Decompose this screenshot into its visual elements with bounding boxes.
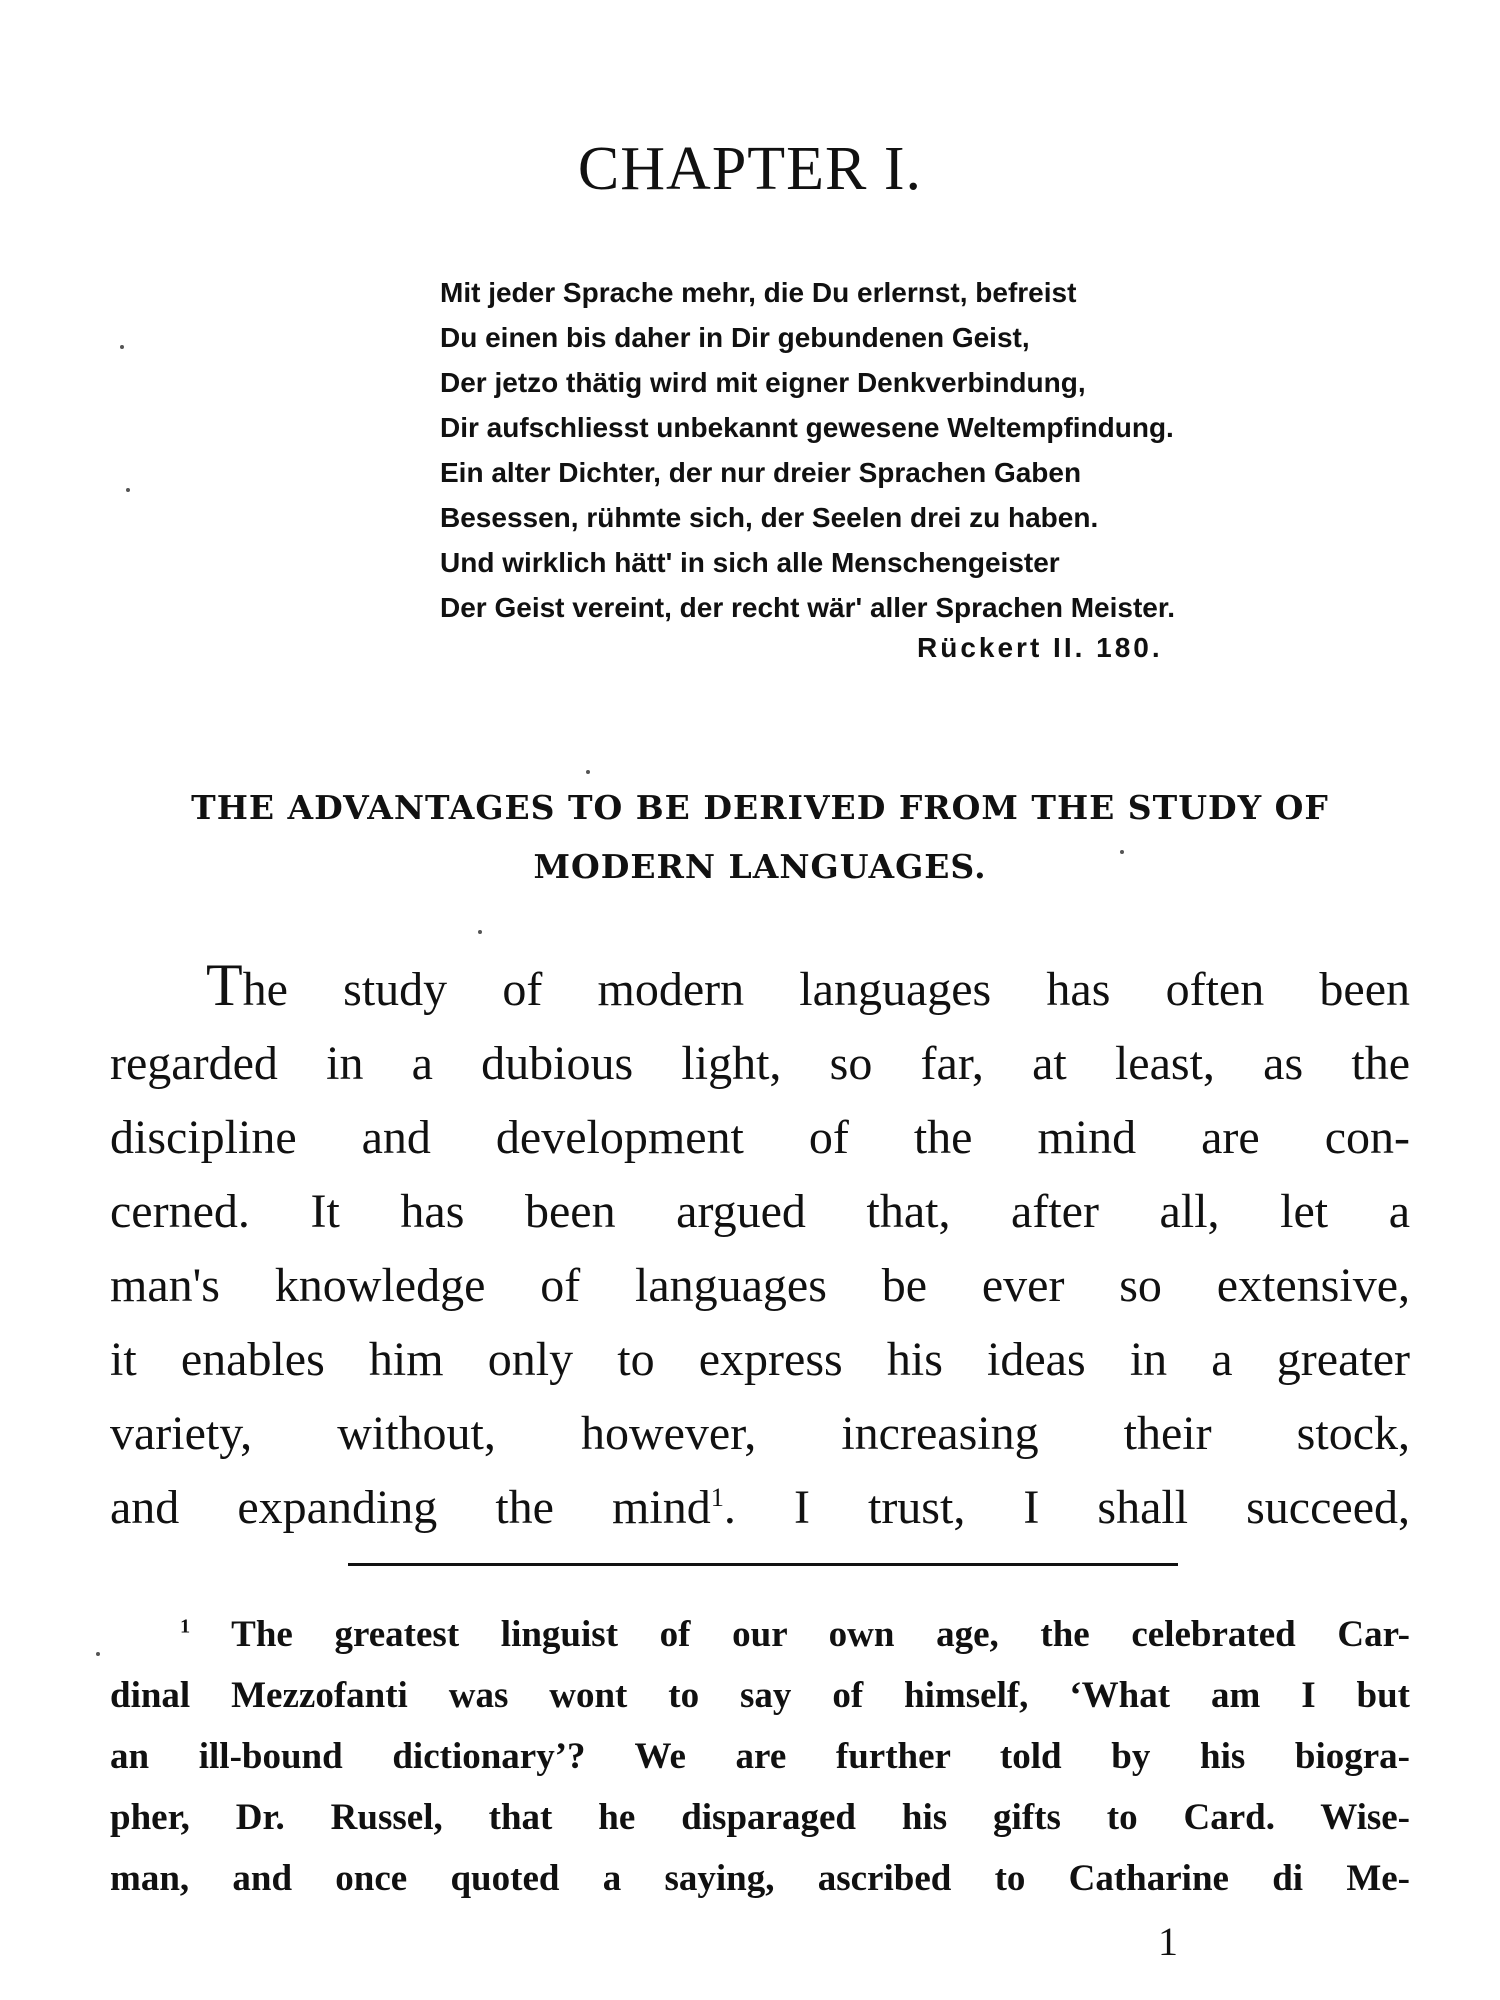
footnote-line-text: The greatest linguist of our own age, the celebrated Car-: [231, 1614, 1411, 1655]
footnote-divider: [348, 1563, 1178, 1566]
epigraph-line: Dir aufschliesst unbekannt gewesene Weltempfindung.: [440, 412, 1174, 443]
body-line-text: . I trust, I shall succeed,: [723, 1481, 1410, 1534]
print-speck: [1120, 850, 1124, 854]
footnote-line: pher, Dr. Russel, that he disparaged his gifts to Card. Wise-: [110, 1797, 1410, 1838]
print-speck: [586, 770, 590, 774]
footnote-line: an ill-bound dictionary’? We are further told by his biogra-: [110, 1736, 1410, 1777]
footnote: [110, 1604, 1410, 1909]
epigraph-line: Besessen, rühmte sich, der Seelen drei zu haben.: [440, 502, 1099, 533]
print-speck: [478, 930, 482, 934]
body-line-text: he study of modern languages has often been: [242, 963, 1410, 1016]
print-speck: [120, 345, 124, 349]
body-paragraph: [110, 948, 1410, 1545]
body-line: discipline and development of the mind are con-: [110, 1111, 1410, 1164]
epigraph-line: Mit jeder Sprache mehr, die Du erlernst, befreist: [440, 277, 1077, 308]
epigraph-line: Du einen bis daher in Dir gebundenen Geist,: [440, 322, 1030, 353]
body-line: [110, 1471, 1410, 1545]
body-line: man's knowledge of languages be ever so extensive,: [110, 1259, 1410, 1312]
section-heading: [110, 778, 1410, 896]
section-heading-line: MODERN LANGUAGES.: [533, 847, 987, 886]
body-line-text: and expanding the mind: [110, 1481, 711, 1534]
epigraph-poem: [440, 270, 1440, 630]
epigraph-line: Der Geist vereint, der recht wär' aller Sprachen Meister.: [440, 592, 1175, 623]
body-line: [110, 948, 1410, 1027]
footnote-mark: 1: [180, 1615, 191, 1638]
footnote-line: man, and once quoted a saying, ascribed to Catharine di Me-: [110, 1858, 1410, 1899]
print-speck: [126, 488, 130, 492]
page-number: 1: [1158, 1919, 1178, 1964]
footnote-reference[interactable]: 1: [710, 1482, 724, 1512]
epigraph-line: Der jetzo thätig wird mit eigner Denkverbindung,: [440, 367, 1086, 398]
footnote-line: dinal Mezzofanti was wont to say of himself, ‘What am I but: [110, 1675, 1410, 1716]
body-line: regarded in a dubious light, so far, at least, as the: [110, 1037, 1410, 1090]
drop-cap: T: [206, 952, 243, 1018]
epigraph-attribution: Rückert II. 180.: [917, 632, 1163, 663]
section-heading-line: THE ADVANTAGES TO BE DERIVED FROM THE STUDY OF: [191, 788, 1329, 827]
epigraph-line: Ein alter Dichter, der nur dreier Sprachen Gaben: [440, 457, 1082, 488]
body-line: variety, without, however, increasing their stock,: [110, 1407, 1410, 1460]
print-speck: [96, 1652, 100, 1656]
body-line: it enables him only to express his ideas in a greater: [110, 1333, 1410, 1386]
footnote-line: [110, 1604, 1410, 1665]
body-line: cerned. It has been argued that, after all, let a: [110, 1185, 1410, 1238]
chapter-title: CHAPTER I.: [577, 135, 923, 203]
epigraph-line: Und wirklich hätt' in sich alle Menschengeister: [440, 547, 1060, 578]
